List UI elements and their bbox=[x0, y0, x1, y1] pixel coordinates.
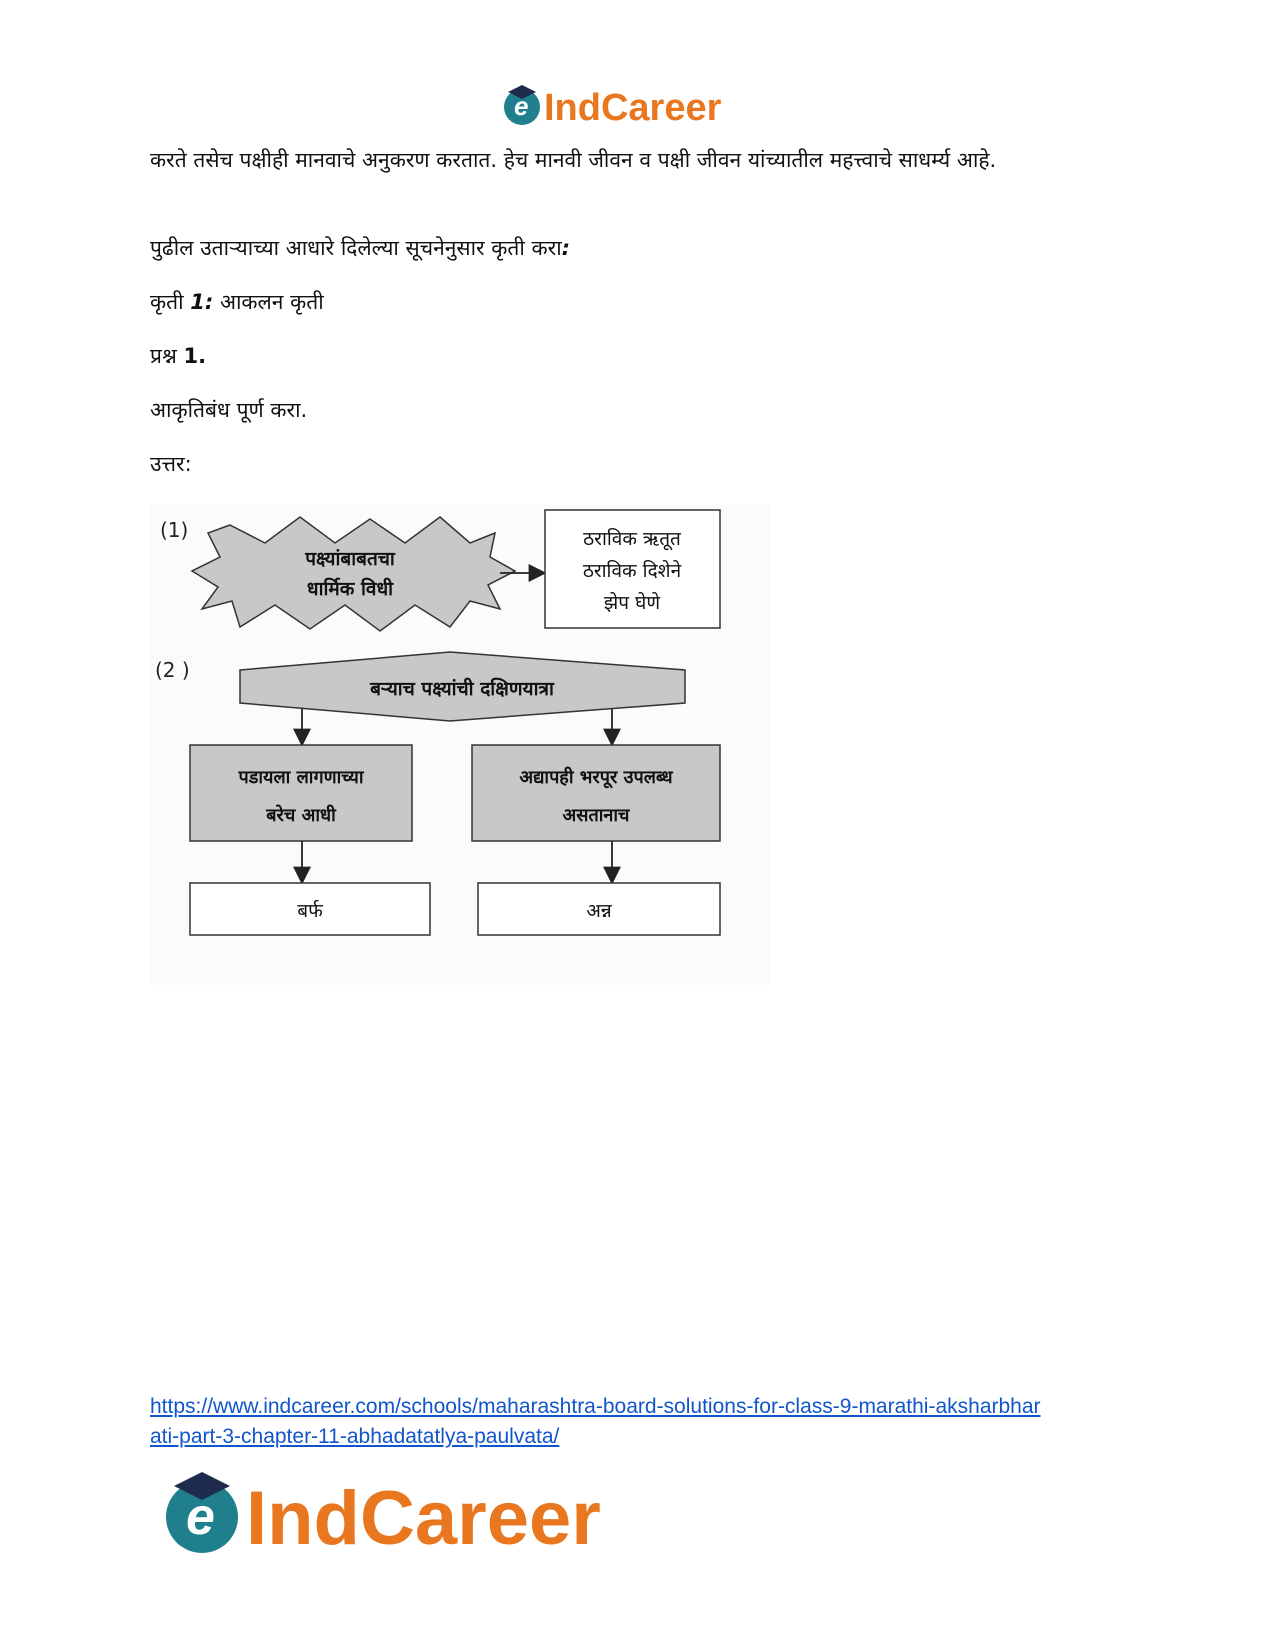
logo-text: IndCareer bbox=[246, 1476, 601, 1561]
activity-prefix: कृती bbox=[150, 290, 184, 314]
part2-label: (2 ) bbox=[155, 658, 190, 682]
part1-label: (1) bbox=[160, 518, 189, 542]
question-number: 1. bbox=[183, 344, 207, 368]
left-box-line2: बरेच आधी bbox=[266, 805, 336, 826]
left-box-line1: पडायला लागणाच्या bbox=[238, 767, 364, 788]
right-answer-text: अन्न bbox=[586, 900, 612, 922]
right-box-line2: असतानाच bbox=[562, 805, 630, 826]
activity-heading bbox=[150, 287, 1130, 317]
logo-letter: e bbox=[186, 1488, 215, 1546]
answer-label: उत्तर: bbox=[150, 452, 192, 476]
instruction-colon: : bbox=[561, 236, 571, 260]
indcareer-logo-top bbox=[500, 80, 780, 130]
activity-number: 1: bbox=[190, 290, 214, 314]
question-heading bbox=[150, 341, 1130, 371]
part1-box-line2: ठराविक दिशेने bbox=[582, 560, 682, 582]
starburst-line1: पक्ष्यांबाबतचा bbox=[305, 548, 395, 570]
source-link-line2[interactable]: ati-part-3-chapter-11-abhadatatlya-paulvata/ bbox=[150, 1425, 560, 1448]
question-text: आकृतिबंध पूर्ण करा. bbox=[150, 398, 308, 422]
part1-box-line3: झेप घेणे bbox=[603, 592, 661, 614]
left-answer-text: बर्फ bbox=[297, 900, 323, 922]
question-label: प्रश्न bbox=[150, 344, 177, 368]
instruction-paragraph bbox=[150, 233, 1130, 263]
indcareer-logo-bottom bbox=[160, 1462, 700, 1562]
logo-text: IndCareer bbox=[544, 87, 722, 129]
activity-title: आकलन कृती bbox=[219, 290, 324, 314]
right-box-line1: अद्यापही भरपूर उपलब्ध bbox=[519, 767, 673, 788]
logo-letter: e bbox=[514, 91, 529, 121]
starburst-line2: धार्मिक विधी bbox=[306, 578, 394, 600]
left-condition-box bbox=[190, 745, 412, 841]
banner-text: बऱ्याच पक्ष्यांची दक्षिणयात्रा bbox=[370, 678, 554, 700]
source-link-line1[interactable]: https://www.indcareer.com/schools/maharashtra-board-solutions-for-class-9-marathi-aksharbhar bbox=[150, 1395, 1041, 1418]
right-condition-box bbox=[472, 745, 720, 841]
part1-box-line1: ठराविक ऋतूत bbox=[583, 528, 681, 550]
source-link[interactable] bbox=[150, 1392, 1150, 1452]
instruction-text: पुढील उताऱ्याच्या आधारे दिलेल्या सूचनेनुसार कृती करा bbox=[150, 236, 562, 260]
continuation-paragraph: करते तसेच पक्षीही मानवाचे अनुकरण करतात. हेच मानवी जीवन व पक्षी जीवन यांच्यातील महत्त्वाचे साधर्म्य आहे. bbox=[150, 148, 997, 172]
answer-diagram bbox=[150, 505, 770, 985]
